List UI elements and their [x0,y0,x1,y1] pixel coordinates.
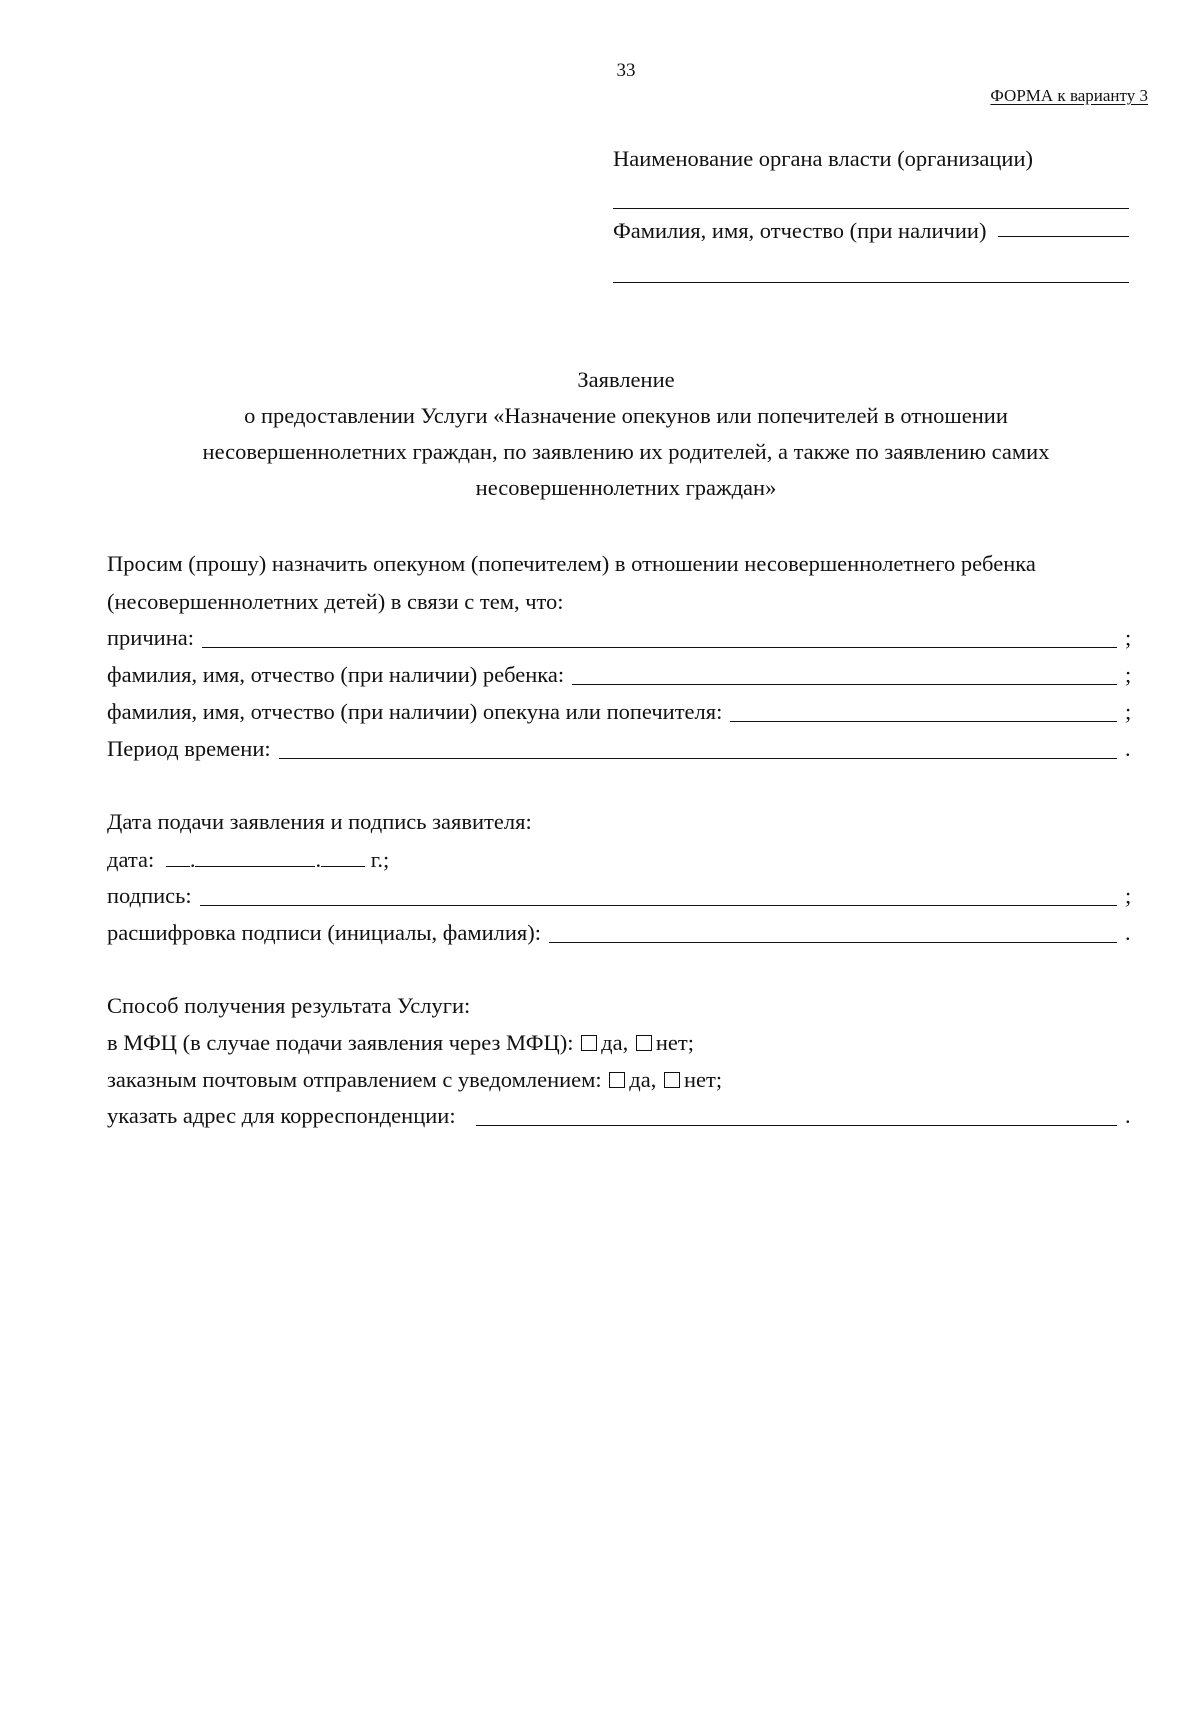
date-sep-1: . [189,847,196,872]
address-label: указать адрес для корреспонденции: [107,1103,456,1128]
signature-decode-end: . [1125,920,1131,945]
delivery-mail-label: заказным почтовым отправлением с уведомлением: [107,1067,602,1092]
date-label: дата: [107,847,155,872]
date-sep-2: . [315,847,322,872]
date-year-input[interactable] [321,848,365,867]
fio-input-line-2[interactable] [613,282,1129,283]
authority-label: Наименование органа власти (организации) [613,146,1033,171]
signature-label: подпись: [107,883,192,908]
signature-end: ; [1125,883,1132,908]
recipient-fio-row [613,218,1129,244]
field-period-end: . [1125,736,1131,761]
mail-yes-checkbox[interactable] [609,1072,625,1088]
title-subtitle-line1: о предоставлении Услуги «Назначение опекунов или попечителей в отношении [244,403,1008,428]
field-guardian-name-input[interactable] [730,721,1117,722]
request-intro-line2: (несовершеннолетних детей) в связи с тем, что: [107,589,564,614]
signature-row [107,878,1137,914]
delivery-heading: Способ получения результата Услуги: [107,993,471,1018]
field-reason-label: причина: [107,625,194,650]
field-child-name-label: фамилия, имя, отчество (при наличии) ребенка: [107,662,565,687]
page-number: 33 [616,60,636,81]
signature-heading: Дата подачи заявления и подпись заявителя: [107,809,532,834]
address-input[interactable] [476,1125,1117,1126]
address-row [107,1098,1137,1134]
mfc-yes-checkbox[interactable] [581,1035,597,1051]
delivery-mail-row [107,1062,722,1098]
address-end: . [1125,1103,1131,1128]
field-period-label: Период времени: [107,736,271,761]
delivery-mfc-label: в МФЦ (в случае подачи заявления через МФЦ): [107,1030,574,1055]
form-variant-label: ФОРМА к варианту 3 [990,86,1148,105]
date-month-input[interactable] [195,848,315,867]
date-row [107,842,389,878]
field-period-input[interactable] [279,758,1117,759]
field-period-row [107,731,1137,767]
field-child-name-row [107,657,1137,693]
mail-yes-label: да, [629,1067,657,1092]
mfc-yes-label: да, [601,1030,629,1055]
title-subtitle-line2: несовершеннолетних граждан, по заявлению их родителей, а также по заявлению самих [202,439,1050,464]
fio-input-line[interactable] [998,236,1129,237]
authority-input-line[interactable] [613,208,1129,209]
application-title [100,362,1152,506]
signature-decode-row [107,915,1137,951]
field-reason-end: ; [1125,625,1132,650]
signature-input[interactable] [200,905,1117,906]
field-guardian-name-end: ; [1125,699,1132,724]
date-suffix: г.; [370,847,390,872]
signature-decode-label: расшифровка подписи (инициалы, фамилия): [107,920,542,945]
title-heading: Заявление [577,367,675,392]
title-subtitle-line3: несовершеннолетних граждан» [475,475,777,500]
delivery-mfc-row [107,1025,694,1061]
mfc-no-label: нет; [655,1030,694,1055]
field-reason-row [107,620,1137,656]
mail-no-checkbox[interactable] [664,1072,680,1088]
date-day-input[interactable] [166,848,190,867]
field-reason-input[interactable] [202,647,1117,648]
field-child-name-input[interactable] [572,684,1117,685]
field-child-name-end: ; [1125,662,1132,687]
field-guardian-name-label: фамилия, имя, отчество (при наличии) опекуна или попечителя: [107,699,723,724]
request-intro-line1: Просим (прошу) назначить опекуном (попечителем) в отношении несовершеннолетнего ребенка [107,551,1036,576]
mfc-no-checkbox[interactable] [636,1035,652,1051]
mail-no-label: нет; [683,1067,723,1092]
field-guardian-name-row [107,694,1137,730]
signature-decode-input[interactable] [549,942,1117,943]
fio-label: Фамилия, имя, отчество (при наличии) [613,218,987,243]
